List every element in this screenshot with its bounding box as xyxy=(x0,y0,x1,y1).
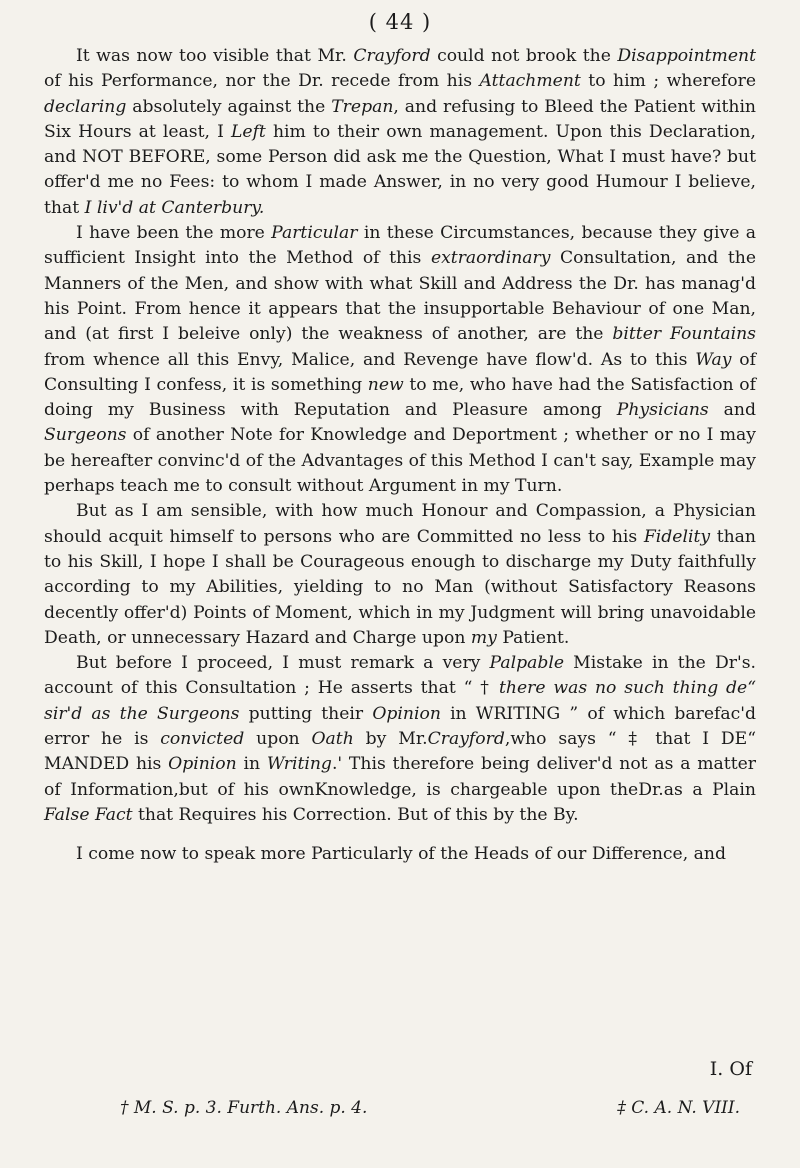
text-run: upon xyxy=(244,729,312,750)
paragraph xyxy=(44,221,756,499)
paragraph xyxy=(44,44,756,221)
italic-run: Writing xyxy=(266,754,332,775)
italic-run: Opinion xyxy=(372,703,441,724)
italic-run: Opinion xyxy=(168,754,237,775)
italic-run: Left xyxy=(230,121,266,142)
text-run: from whence all this Envy, Malice, and Revenge have flow'd. As to this xyxy=(44,349,696,370)
text-run: to him ; wherefore xyxy=(580,71,756,92)
italic-run: Crayford xyxy=(427,729,505,750)
paragraph xyxy=(44,651,756,828)
text-run: to me, who have had the Satisfaction of doing my Business with Reputation and Pleasure among xyxy=(44,374,756,421)
text-run: in xyxy=(236,754,267,775)
italic-run: Particular xyxy=(271,223,358,244)
text-run: of Consulting I confess, it is something xyxy=(44,349,756,395)
body-text xyxy=(44,44,756,868)
text-run: ,who says “ ‡ that I DE“ MANDED his xyxy=(44,729,756,775)
italic-run: new xyxy=(367,374,404,395)
italic-run: Attachment xyxy=(479,71,581,92)
italic-run: Physicians xyxy=(616,400,709,421)
italic-run: convicted xyxy=(160,729,245,750)
italic-run: extraordinary xyxy=(430,248,551,269)
italic-run: Trepan xyxy=(331,96,394,117)
italic-run: Surgeons xyxy=(44,425,127,446)
text-run: than to his Skill, I hope I shall be Courageous enough to discharge my Duty faithfully according to my Abilities, yielding to no Man (without Satisfactory Reasons decently offer'd) Points of Moment, which in my Judgment will bring unavoidable Death, or unnecessary Hazard and Charge upon xyxy=(44,526,757,648)
italic-run: Disappointment xyxy=(617,46,756,66)
italic-run: Palpable xyxy=(489,653,565,674)
page-number: ( 44 ) xyxy=(368,10,432,34)
italic-run: bitter Fountains xyxy=(612,324,757,345)
footnote: ‡ C. A. N. VIII. xyxy=(617,1098,740,1118)
italic-run: Way xyxy=(695,349,732,370)
text-run: of another Note for Knowledge and Deportment ; whether or no I may be hereafter convinc'd of the Advantages of this Method I can't say, Example may perhaps teach me to consult without Argument in my Turn. xyxy=(44,425,756,497)
italic-run: Oath xyxy=(311,729,354,750)
text-run: could not brook the xyxy=(430,46,618,66)
text-run: Patient. xyxy=(496,627,570,648)
italic-run: I liv'd at Canterbury. xyxy=(84,197,265,218)
footnote: † M. S. p. 3. Furth. Ans. p. 4. xyxy=(120,1098,368,1118)
text-run: by Mr. xyxy=(353,729,428,750)
text-run: Mistake in the Dr's. account of this Consultation ; He asserts that “ † xyxy=(44,653,756,699)
italic-run: Fidelity xyxy=(643,526,711,547)
text-run: .' This therefore being deliver'd not as a matter of Information,but of his ownKnowledge, is chargeable upon theDr.as a Plain xyxy=(44,754,756,800)
text-run: of his Performance, nor the Dr. recede from his xyxy=(44,71,480,92)
paragraph xyxy=(44,499,756,651)
text-run: , and refusing to Bleed the Patient within Six Hours at least, I xyxy=(44,96,757,142)
text-run: absolutely against the xyxy=(126,96,332,117)
text-run: I come now to speak more Particularly of the Heads of our Difference, and xyxy=(76,844,726,865)
catchword: I. Of xyxy=(709,1058,752,1080)
text-run: in WRITING ” of which barefac'd error he is xyxy=(44,703,756,750)
text-run: Consultation, and the Manners of the Men, and show with what Skill and Address the Dr. has manag'd his Point. From hence it appears that the insupportable Behaviour of one Man, and (at first I beleive only) the weakness of another, are the xyxy=(44,248,756,345)
paragraph xyxy=(44,842,756,867)
text-run: and xyxy=(708,400,756,421)
text-run: that Requires his Correction. But of this by the By. xyxy=(132,804,579,825)
italic-run: declaring xyxy=(44,96,127,117)
text-run: I have been the more xyxy=(76,223,272,244)
text-run: But before I proceed, I must remark a very xyxy=(76,653,490,674)
footnotes xyxy=(120,1098,740,1118)
text-run: in these Circumstances, because they give a sufficient Insight into the Method of this xyxy=(44,223,756,269)
italic-run: False Fact xyxy=(44,804,133,825)
italic-run: there was no such thing de“ sir'd as the Surgeons xyxy=(44,678,756,724)
text-run: But as I am sensible, with how much Honour and Compassion, a Physician should acquit himself to persons who are Committed no less to his xyxy=(44,501,756,547)
text-run: It was now too visible that Mr. xyxy=(76,46,354,66)
italic-run: my xyxy=(470,627,497,648)
text-run: him to their own management. Upon this Declaration, and NOT BEFORE, some Person did ask me the Question, What I must have? but offer'd me no Fees: to whom I made Answer, in no very good Humour I believe, that xyxy=(44,121,756,218)
text-run: putting their xyxy=(239,703,373,724)
italic-run: Crayford xyxy=(353,46,431,66)
